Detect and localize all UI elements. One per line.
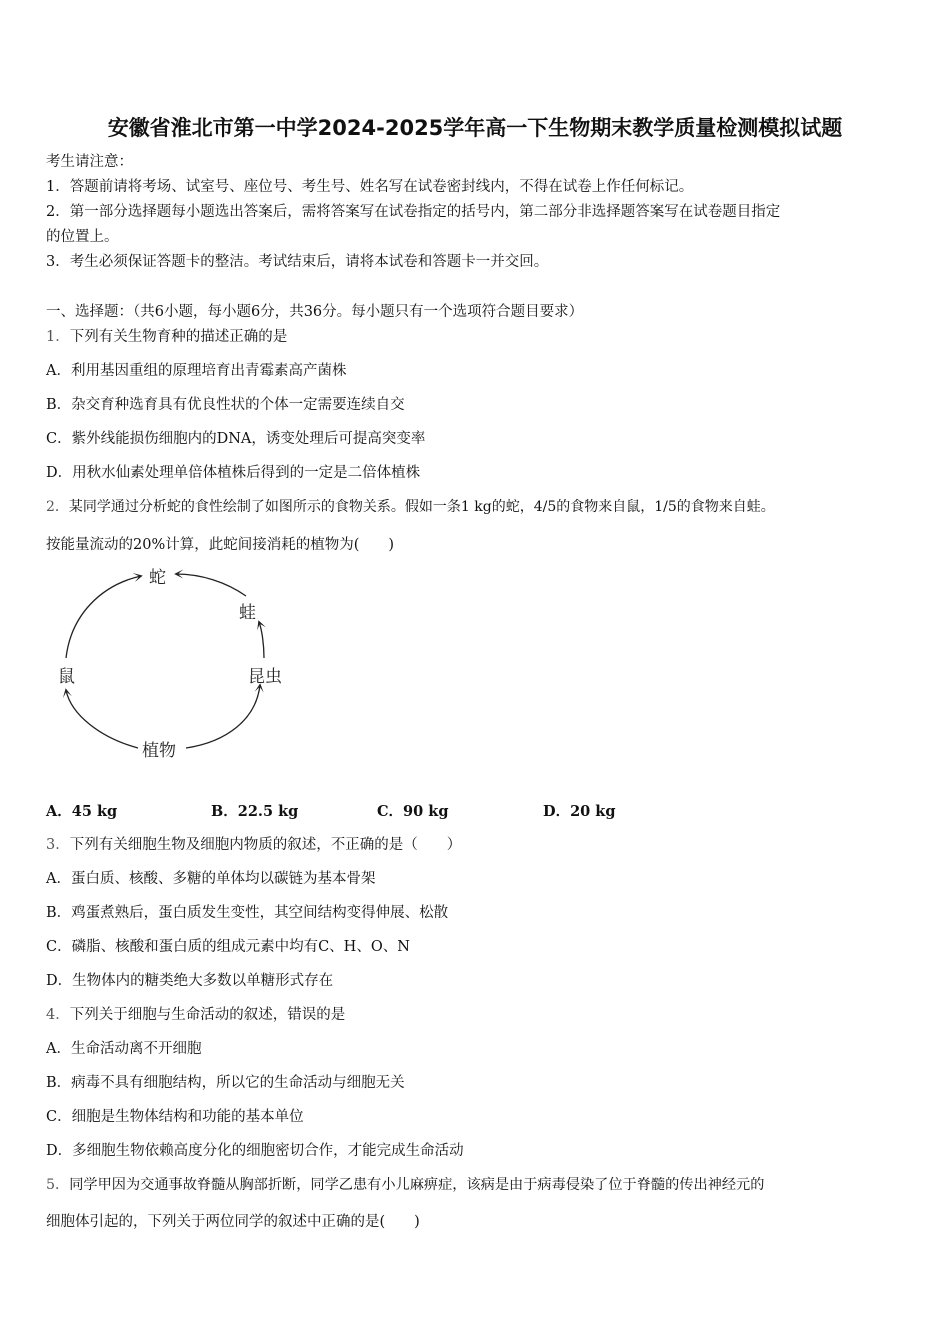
question-3-stem: [46, 835, 916, 855]
q2-option-c: C．90 kg: [377, 803, 449, 820]
food-web-svg: [46, 560, 306, 770]
question-2-stem-cont: 按能量流动的20%计算，此蛇间接消耗的植物为( ): [46, 537, 395, 553]
q3-option-c: C．磷脂、核酸和蛋白质的组成元素中均有C、H、O、N: [46, 939, 410, 955]
notice-item-2-cont: 的位置上。: [46, 229, 119, 245]
node-insect: 昆虫: [248, 667, 282, 687]
notice-item-3: 3．考生必须保证答题卡的整洁。考试结束后，请将本试卷和答题卡一并交回。: [46, 254, 549, 270]
question-2-stem: [46, 497, 916, 517]
question-number: 5．: [46, 1177, 70, 1193]
question-text: 同学甲因为交通事故脊髓从胸部折断，同学乙患有小儿麻痹症，该病是由于病毒侵染了位于脊髓的传出神经元的: [69, 1177, 765, 1193]
question-number: 1．: [46, 329, 70, 345]
question-5-stem: [46, 1175, 916, 1195]
q1-option-d: D．用秋水仙素处理单倍体植株后得到的一定是二倍体植株: [46, 465, 421, 481]
arrow-mouse-to-snake: [66, 576, 141, 658]
arrow-plant-to-mouse: [66, 690, 138, 748]
q4-option-a: A．生命活动离不开细胞: [46, 1041, 202, 1057]
q4-option-c: C．细胞是生物体结构和功能的基本单位: [46, 1109, 304, 1125]
q2-option-b: B．22.5 kg: [211, 803, 299, 820]
arrow-frog-to-snake: [176, 574, 246, 596]
q4-option-d: D．多细胞生物依赖高度分化的细胞密切合作，才能完成生命活动: [46, 1143, 464, 1159]
q1-option-c: C．紫外线能损伤细胞内的DNA，诱变处理后可提高突变率: [46, 431, 426, 447]
q3-option-a: A．蛋白质、核酸、多糖的单体均以碳链为基本骨架: [46, 871, 376, 887]
node-frog: 蛙: [239, 603, 256, 623]
page-title: 安徽省淮北市第一中学2024-2025学年高一下生物期末教学质量检测模拟试题: [107, 116, 843, 140]
question-text: 某同学通过分析蛇的食性绘制了如图所示的食物关系。假如一条1 kg的蛇，4/5的食物来自鼠，1/5的食物来自蛙。: [68, 499, 775, 515]
question-1-stem: [46, 327, 916, 347]
section-heading: 一、选择题：（共6小题，每小题6分，共36分。每小题只有一个选项符合题目要求）: [46, 304, 584, 320]
q2-option-d: D．20 kg: [543, 803, 616, 820]
question-text: 下列关于细胞与生命活动的叙述，错误的是: [69, 1007, 346, 1023]
question-number: 2．: [46, 499, 69, 515]
q3-option-d: D．生物体内的糖类绝大多数以单糖形式存在: [46, 973, 334, 989]
q2-option-a: A．45 kg: [46, 803, 118, 820]
arrow-insect-to-frog: [259, 622, 264, 658]
question-text: 下列有关细胞生物及细胞内物质的叙述，不正确的是（ ）: [69, 837, 462, 853]
notice-heading: 考生请注意：: [46, 154, 133, 170]
q4-option-b: B．病毒不具有细胞结构，所以它的生命活动与细胞无关: [46, 1075, 405, 1091]
question-5-stem-cont: 细胞体引起的，下列关于两位同学的叙述中正确的是( ): [46, 1214, 420, 1230]
question-number: 4．: [46, 1007, 70, 1023]
q1-option-b: B．杂交育种选育具有优良性状的个体一定需要连续自交: [46, 397, 405, 413]
node-snake: 蛇: [149, 568, 166, 588]
notice-item-2: 2．第一部分选择题每小题选出答案后，需将答案写在试卷指定的括号内，第二部分非选择题答案写在试卷题目指定: [46, 204, 781, 220]
q2-options: [46, 800, 746, 822]
question-4-stem: [46, 1005, 916, 1025]
q3-option-b: B．鸡蛋煮熟后，蛋白质发生变性，其空间结构变得伸展、松散: [46, 905, 449, 921]
notice-item-1: 1．答题前请将考场、试室号、座位号、考生号、姓名写在试卷密封线内，不得在试卷上作任何标记。: [46, 179, 694, 195]
node-plant: 植物: [142, 741, 176, 761]
question-text: 下列有关生物育种的描述正确的是: [69, 329, 288, 345]
question-number: 3．: [46, 837, 70, 853]
q1-option-a: A．利用基因重组的原理培育出青霉素高产菌株: [46, 363, 347, 379]
node-mouse: 鼠: [58, 667, 75, 687]
arrow-plant-to-insect: [186, 685, 260, 748]
food-web-diagram: [46, 560, 306, 770]
